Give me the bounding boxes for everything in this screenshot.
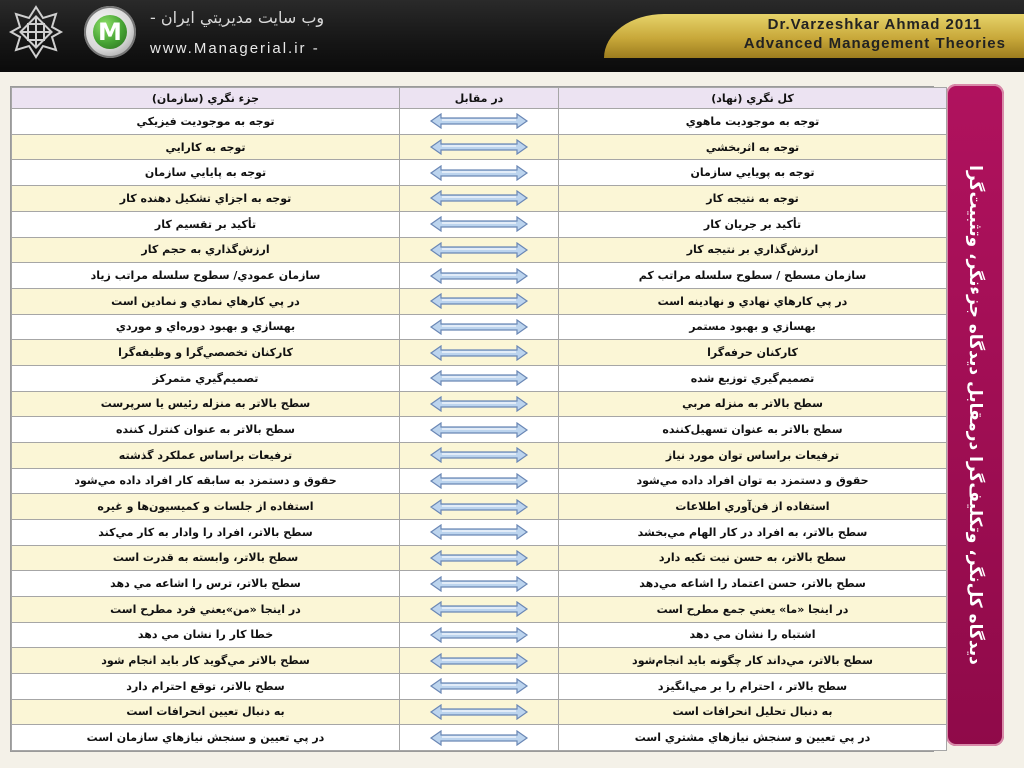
table-row bbox=[12, 468, 947, 494]
double-headed-arrow-icon bbox=[429, 550, 529, 566]
double-headed-arrow-icon bbox=[429, 319, 529, 335]
row-cell-right: ارزش‌گذاري بر نتيجه كار bbox=[559, 237, 947, 263]
table-row bbox=[12, 365, 947, 391]
double-headed-arrow-icon bbox=[429, 447, 529, 463]
row-cell-left: خطا كار را نشان مي دهد bbox=[12, 622, 400, 648]
row-cell-left: در اينجا «من»يعني فرد مطرح است bbox=[12, 596, 400, 622]
table-row bbox=[12, 109, 947, 135]
author-block bbox=[744, 16, 1006, 52]
double-headed-arrow-icon bbox=[429, 268, 529, 284]
table-row bbox=[12, 134, 947, 160]
table-row bbox=[12, 186, 947, 212]
header-banner bbox=[0, 0, 1024, 72]
row-cell-right: در پي كارهاي نهادي و نهادينه است bbox=[559, 288, 947, 314]
double-headed-arrow-icon bbox=[429, 576, 529, 592]
table-row bbox=[12, 571, 947, 597]
row-cell-right: سطح بالاتر، به افراد در كار الهام مي‌بخشد bbox=[559, 519, 947, 545]
row-cell-right: سطح بالاتر به عنوان تسهيل‌كننده bbox=[559, 417, 947, 443]
double-headed-arrow-icon bbox=[429, 524, 529, 540]
row-cell-right: سازمان مسطح / سطوح سلسله مراتب كم bbox=[559, 263, 947, 289]
row-cell-right: تصميم‌گيري توزيع شده bbox=[559, 365, 947, 391]
course-title: Advanced Management Theories bbox=[743, 35, 1006, 52]
row-cell-right: در پي تعيين و سنجش نيازهاي مشتري است bbox=[559, 725, 947, 751]
double-headed-arrow-icon bbox=[429, 499, 529, 515]
double-headed-arrow-icon bbox=[429, 473, 529, 489]
row-cell-right: حقوق و دستمزد به توان افراد داده مي‌شود bbox=[559, 468, 947, 494]
double-headed-arrow-icon bbox=[429, 678, 529, 694]
row-cell-left: حقوق و دستمزد به سابقه كار افراد داده مي‌شود bbox=[12, 468, 400, 494]
site-name: - وب سايت مديريتي ايران bbox=[150, 8, 325, 27]
double-headed-arrow-icon bbox=[429, 293, 529, 309]
table-row bbox=[12, 417, 947, 443]
double-headed-arrow-icon bbox=[429, 627, 529, 643]
row-cell-middle bbox=[400, 288, 559, 314]
table-row bbox=[12, 160, 947, 186]
table-row bbox=[12, 725, 947, 751]
row-cell-middle bbox=[400, 340, 559, 366]
row-cell-left: استفاده از جلسات و كميسيون‌ها و غيره bbox=[12, 494, 400, 520]
row-cell-middle bbox=[400, 109, 559, 135]
row-cell-right: سطح بالاتر ، احترام را بر مي‌انگيزد bbox=[559, 673, 947, 699]
double-headed-arrow-icon bbox=[429, 396, 529, 412]
row-cell-left: تصميم‌گيري متمركز bbox=[12, 365, 400, 391]
author-name: Dr.Varzeshkar Ahmad 2011 bbox=[767, 16, 983, 33]
table-row bbox=[12, 288, 947, 314]
row-cell-right: سطح بالاتر، به حسن نيت تكيه دارد bbox=[559, 545, 947, 571]
table-row bbox=[12, 391, 947, 417]
row-cell-left: سطح بالاتر، افراد را وادار به كار مي‌كند bbox=[12, 519, 400, 545]
row-cell-middle bbox=[400, 494, 559, 520]
double-headed-arrow-icon bbox=[429, 730, 529, 746]
side-title-panel bbox=[946, 84, 1004, 746]
row-cell-left: كاركنان تخصصي‌گرا و وظيفه‌گرا bbox=[12, 340, 400, 366]
table-row bbox=[12, 519, 947, 545]
row-cell-left: ترفيعات براساس عملكرد گذشته bbox=[12, 442, 400, 468]
column-header-right: كل نگري (نهاد) bbox=[559, 88, 947, 109]
table-row bbox=[12, 263, 947, 289]
row-cell-left: به دنبال تعيين انحرافات است bbox=[12, 699, 400, 725]
table-row bbox=[12, 340, 947, 366]
table-row bbox=[12, 494, 947, 520]
double-headed-arrow-icon bbox=[429, 139, 529, 155]
table-header-row bbox=[12, 88, 947, 109]
double-headed-arrow-icon bbox=[429, 165, 529, 181]
geometric-emblem-icon bbox=[8, 4, 64, 60]
row-cell-middle bbox=[400, 160, 559, 186]
side-title: ديدگاه كل‌نگر، وتكليف‌گرا درمقابل ديدگاه جزءنگر، وتثبيت‌گرا bbox=[965, 165, 985, 665]
row-cell-left: تأكيد بر تقسيم كار bbox=[12, 211, 400, 237]
logo-letter: M bbox=[93, 15, 127, 49]
row-cell-right: توجه به پويايي سازمان bbox=[559, 160, 947, 186]
row-cell-middle bbox=[400, 648, 559, 674]
column-header-left: جزء نگري (سازمان) bbox=[12, 88, 400, 109]
row-cell-right: اشتباه را نشان مي دهد bbox=[559, 622, 947, 648]
row-cell-right: توجه به اثربخشي bbox=[559, 134, 947, 160]
double-headed-arrow-icon bbox=[429, 113, 529, 129]
row-cell-right: استفاده از فن‌آوري اطلاعات bbox=[559, 494, 947, 520]
row-cell-left: ارزش‌گذاري به حجم كار bbox=[12, 237, 400, 263]
row-cell-left: سطح بالاتر، وابسته به قدرت است bbox=[12, 545, 400, 571]
row-cell-middle bbox=[400, 263, 559, 289]
row-cell-middle bbox=[400, 468, 559, 494]
double-headed-arrow-icon bbox=[429, 216, 529, 232]
row-cell-left: سازمان عمودي/ سطوح سلسله مراتب زياد bbox=[12, 263, 400, 289]
row-cell-left: توجه به پايايي سازمان bbox=[12, 160, 400, 186]
row-cell-left: سطح بالاتر مي‌گويد كار بايد انجام شود bbox=[12, 648, 400, 674]
double-headed-arrow-icon bbox=[429, 653, 529, 669]
table-row bbox=[12, 699, 947, 725]
row-cell-middle bbox=[400, 622, 559, 648]
row-cell-middle bbox=[400, 596, 559, 622]
table-row bbox=[12, 648, 947, 674]
double-headed-arrow-icon bbox=[429, 242, 529, 258]
row-cell-middle bbox=[400, 391, 559, 417]
table-row bbox=[12, 237, 947, 263]
row-cell-right: به دنبال تحليل انحرافات است bbox=[559, 699, 947, 725]
double-headed-arrow-icon bbox=[429, 422, 529, 438]
row-cell-left: توجه به كارايي bbox=[12, 134, 400, 160]
row-cell-middle bbox=[400, 699, 559, 725]
row-cell-left: سطح بالاتر، توقع احترام دارد bbox=[12, 673, 400, 699]
table-row bbox=[12, 314, 947, 340]
row-cell-right: ترفيعات براساس توان مورد نياز bbox=[559, 442, 947, 468]
column-header-middle: در مقابل bbox=[400, 88, 559, 109]
table-row bbox=[12, 673, 947, 699]
row-cell-left: در پي تعيين و سنجش نيازهاي سازمان است bbox=[12, 725, 400, 751]
row-cell-left: سطح بالاتر به منزله رئيس يا سرپرست bbox=[12, 391, 400, 417]
double-headed-arrow-icon bbox=[429, 345, 529, 361]
row-cell-middle bbox=[400, 134, 559, 160]
row-cell-middle bbox=[400, 442, 559, 468]
row-cell-left: سطح بالاتر به عنوان كنترل كننده bbox=[12, 417, 400, 443]
comparison-table bbox=[10, 86, 934, 752]
row-cell-left: سطح بالاتر، ترس را اشاعه مي دهد bbox=[12, 571, 400, 597]
row-cell-middle bbox=[400, 211, 559, 237]
table-row bbox=[12, 596, 947, 622]
site-url[interactable]: www.Managerial.ir - bbox=[150, 40, 320, 57]
double-headed-arrow-icon bbox=[429, 190, 529, 206]
row-cell-middle bbox=[400, 519, 559, 545]
table-row bbox=[12, 545, 947, 571]
row-cell-middle bbox=[400, 725, 559, 751]
double-headed-arrow-icon bbox=[429, 601, 529, 617]
row-cell-left: توجه به اجزاي تشكيل دهنده كار bbox=[12, 186, 400, 212]
row-cell-middle bbox=[400, 365, 559, 391]
row-cell-right: در اينجا «ما» يعني جمع مطرح است bbox=[559, 596, 947, 622]
row-cell-right: سطح بالاتر به منزله مربي bbox=[559, 391, 947, 417]
row-cell-left: بهسازي و بهبود دوره‌اي و موردي bbox=[12, 314, 400, 340]
row-cell-right: كاركنان حرفه‌گرا bbox=[559, 340, 947, 366]
row-cell-left: توجه به موجوديت فيزيكي bbox=[12, 109, 400, 135]
row-cell-middle bbox=[400, 237, 559, 263]
row-cell-right: سطح بالاتر، حسن اعتماد را اشاعه مي‌دهد bbox=[559, 571, 947, 597]
site-logo[interactable] bbox=[84, 6, 136, 58]
row-cell-left: در پي كارهاي نمادي و نمادين است bbox=[12, 288, 400, 314]
table-row bbox=[12, 211, 947, 237]
table-row bbox=[12, 622, 947, 648]
row-cell-middle bbox=[400, 571, 559, 597]
row-cell-right: توجه به نتيجه كار bbox=[559, 186, 947, 212]
row-cell-right: توجه به موجوديت ماهوي bbox=[559, 109, 947, 135]
row-cell-right: سطح بالاتر، مي‌داند كار چگونه بايد انجام‌شود bbox=[559, 648, 947, 674]
row-cell-middle bbox=[400, 314, 559, 340]
row-cell-middle bbox=[400, 545, 559, 571]
table-row bbox=[12, 442, 947, 468]
double-headed-arrow-icon bbox=[429, 370, 529, 386]
double-headed-arrow-icon bbox=[429, 704, 529, 720]
row-cell-right: تأكيد بر جريان كار bbox=[559, 211, 947, 237]
row-cell-middle bbox=[400, 417, 559, 443]
row-cell-middle bbox=[400, 186, 559, 212]
row-cell-right: بهسازي و بهبود مستمر bbox=[559, 314, 947, 340]
row-cell-middle bbox=[400, 673, 559, 699]
